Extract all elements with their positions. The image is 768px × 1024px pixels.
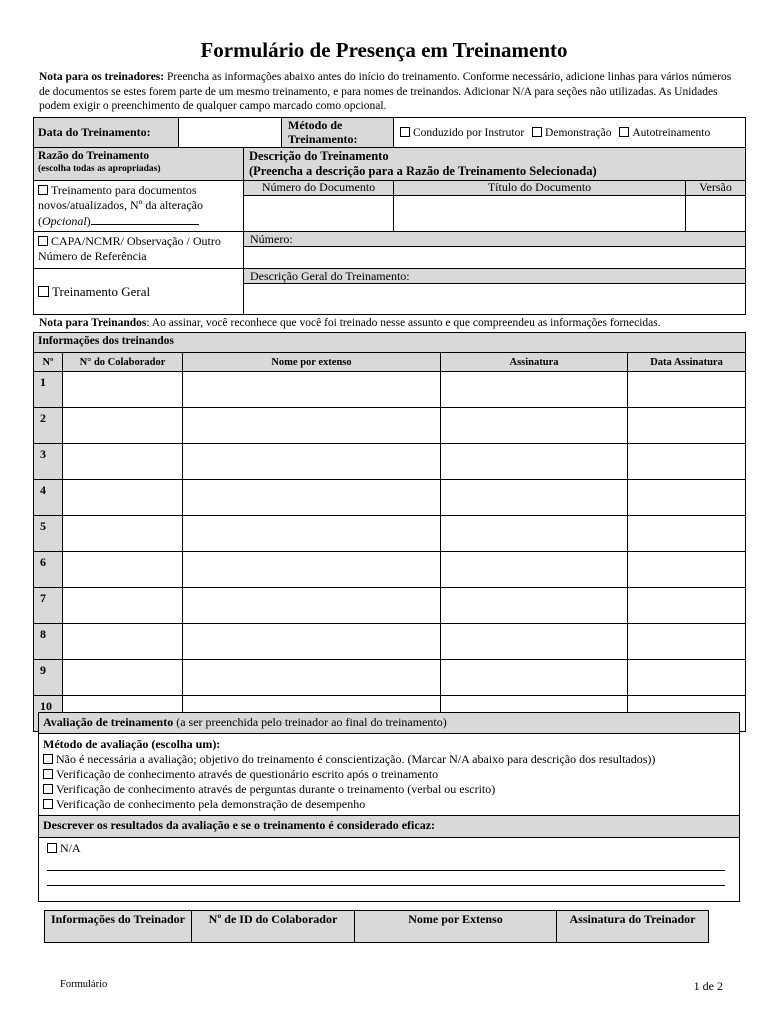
employee-id-cell[interactable] [63,480,183,516]
full-name-cell[interactable] [183,588,441,624]
method-instructor-checkbox[interactable] [400,127,410,137]
signature-date-cell[interactable] [628,552,746,588]
doc-number-field[interactable] [244,195,394,231]
reason-doc-optional: Opcional [42,214,87,228]
trainer-name-header: Nome por Extenso [355,911,557,943]
trainer-id-header: Nº de ID do Colaborador [192,911,355,943]
signature-date-cell[interactable] [628,444,746,480]
row-number: 10 [34,696,63,732]
col-header-signature-date: Data Assinatura [628,353,746,372]
eval-option-3 [43,782,735,797]
trainee-note-text: : Ao assinar, você reconhece que você foi treinado nesse assunto e que compreendeu as informações fornecidas. [146,317,661,329]
full-name-cell[interactable] [183,408,441,444]
full-name-cell[interactable] [183,516,441,552]
results-line-2[interactable] [47,871,725,886]
trainee-note-label: Nota para Treinandos [39,317,147,329]
signature-date-cell[interactable] [628,372,746,408]
training-info-table [33,117,746,315]
table-row [34,624,746,660]
signature-date-cell[interactable] [628,480,746,516]
reason-general-label: Treinamento Geral [52,283,151,299]
training-date-field[interactable] [179,118,282,148]
eval-option-4 [43,797,735,812]
signature-cell[interactable] [441,480,628,516]
row-number: 4 [34,480,63,516]
full-name-cell[interactable] [183,552,441,588]
row-number: 9 [34,660,63,696]
results-na-checkbox[interactable] [47,843,57,853]
table-row [34,552,746,588]
full-name-cell[interactable] [183,624,441,660]
general-description-label: Descrição Geral do Treinamento: [244,269,746,284]
reason-capa-label: CAPA/NCMR/ Observação / Outro Número de Referência [38,234,221,263]
footer-form-label: Formulário [60,979,108,990]
reason-doc-label: Treinamento para documentos novos/atualizados, Nº da alteração [38,183,203,212]
reference-number-field[interactable] [244,247,746,269]
evaluation-table [38,712,740,902]
trainee-note [39,317,661,329]
method-demo-checkbox[interactable] [532,127,542,137]
signature-date-cell[interactable] [628,660,746,696]
trainer-note-text: Preencha as informações abaixo antes do início do treinamento. Conforme necessário, adicione linhas para vários números de documentos se estes forem parte de um mesmo treinamento, e para nomes de treinandos. Adicionar N/A para seções não utilizadas. As Unidades podem exigir o preenchimento de qualquer campo marcado como opcional. [39,71,732,112]
reason-general-cell [34,269,244,315]
table-row [34,660,746,696]
method-demo-label: Demonstração [545,126,612,139]
reference-number-label: Número: [244,232,746,247]
reason-capa-checkbox[interactable] [38,236,48,246]
signature-date-cell[interactable] [628,408,746,444]
full-name-cell[interactable] [183,480,441,516]
signature-cell[interactable] [441,660,628,696]
table-row [34,588,746,624]
training-method-label: Método de Treinamento: [282,118,394,148]
evaluation-results-title: Descrever os resultados da avaliação e se o treinamento é considerado eficaz: [39,816,740,838]
col-header-signature: Assinatura [441,353,628,372]
trainees-table [33,332,746,732]
results-line-1[interactable] [47,856,725,871]
doc-title-field[interactable] [394,195,686,231]
col-header-number: Nº [34,353,63,372]
signature-date-cell[interactable] [628,624,746,660]
employee-id-cell[interactable] [63,588,183,624]
trainer-info-header: Informações do Treinador [45,911,192,943]
signature-cell[interactable] [441,444,628,480]
employee-id-cell[interactable] [63,660,183,696]
row-number: 5 [34,516,63,552]
trainer-signature-header: Assinatura do Treinador [557,911,709,943]
signature-date-cell[interactable] [628,588,746,624]
eval-option-3-label: Verificação de conhecimento através de perguntas durante o treinamento (verbal ou escrito) [56,782,496,796]
method-self-label: Autotreinamento [632,126,711,139]
signature-cell[interactable] [441,588,628,624]
training-description-header [244,148,746,181]
training-reason-title: Razão do Treinamento [38,150,150,162]
reason-doc-checkbox[interactable] [38,185,48,195]
table-row [34,480,746,516]
eval-option-1-checkbox[interactable] [43,754,53,764]
row-number: 2 [34,408,63,444]
signature-cell[interactable] [441,372,628,408]
page-title: Formulário de Presença em Treinamento [200,38,568,62]
reason-doc-optional-line[interactable] [91,213,199,225]
signature-cell[interactable] [441,516,628,552]
evaluation-title: Avaliação de treinamento [43,715,174,729]
trainer-note-label: Nota para os treinadores: [39,71,165,83]
eval-option-4-label: Verificação de conhecimento pela demonstração de desempenho [56,797,366,811]
evaluation-header [39,713,740,734]
evaluation-method-title: Método de avaliação (escolha um): [43,737,221,751]
employee-id-cell[interactable] [63,444,183,480]
training-reason-subtitle: (escolha todas as apropriadas) [38,164,161,174]
training-date-label: Data do Treinamento: [34,118,179,148]
footer-page-number: 1 de 2 [693,979,723,993]
eval-option-2-checkbox[interactable] [43,769,53,779]
trainer-info-table [44,910,709,943]
training-method-options [394,118,746,148]
employee-id-cell[interactable] [63,552,183,588]
row-number: 7 [34,588,63,624]
full-name-cell[interactable] [183,444,441,480]
row-number: 1 [34,372,63,408]
table-row [34,408,746,444]
table-row [34,372,746,408]
evaluation-methods-cell [39,734,740,816]
full-name-cell[interactable] [183,660,441,696]
training-description-title: Descrição do Treinamento [249,149,389,163]
reason-doc-cell: Treinamento para documentos novos/atualizados, Nº da alteração (Opcional) [34,181,244,232]
eval-option-4-checkbox[interactable] [43,799,53,809]
trainees-section-title: Informações dos treinandos [34,333,746,353]
full-name-cell[interactable] [183,372,441,408]
general-description-field[interactable] [244,284,746,315]
employee-id-cell[interactable] [63,516,183,552]
doc-number-header: Número do Documento [244,181,394,196]
employee-id-cell[interactable] [63,624,183,660]
method-self-checkbox[interactable] [619,127,629,137]
signature-date-cell[interactable] [628,516,746,552]
trainer-note [39,70,739,114]
training-description-subtitle: (Preencha a descrição para a Razão de Treinamento Selecionada) [249,164,597,178]
signature-cell[interactable] [441,408,628,444]
col-header-employee-id: N° do Colaborador [63,353,183,372]
doc-version-header: Versão [686,181,746,196]
method-instructor-label: Conduzido por Instrutor [413,126,525,139]
trainee-rows [34,372,746,732]
row-number: 3 [34,444,63,480]
eval-option-2 [43,767,735,782]
reason-capa-cell [34,232,244,269]
results-na-label: N/A [60,841,81,855]
row-number: 8 [34,624,63,660]
doc-title-header: Título do Documento [394,181,686,196]
eval-option-1 [43,752,735,767]
reason-general-checkbox[interactable] [38,286,49,297]
row-number: 6 [34,552,63,588]
signature-cell[interactable] [441,624,628,660]
table-row [34,516,746,552]
eval-option-1-label: Não é necessária a avaliação; objetivo do treinamento é conscientização. (Marcar N/A abaixo para descrição dos resultados)) [56,752,656,766]
eval-option-3-checkbox[interactable] [43,784,53,794]
employee-id-cell[interactable] [63,372,183,408]
table-row [34,444,746,480]
eval-option-2-label: Verificação de conhecimento através de questionário escrito após o treinamento [56,767,439,781]
evaluation-subtitle: (a ser preenchida pelo treinador ao final do treinamento) [173,715,447,729]
signature-cell[interactable] [441,552,628,588]
training-reason-header [34,148,244,181]
evaluation-results-cell [39,838,740,902]
col-header-full-name: Nome por extenso [183,353,441,372]
employee-id-cell[interactable] [63,408,183,444]
results-na-option [47,841,735,856]
doc-version-field[interactable] [686,195,746,231]
